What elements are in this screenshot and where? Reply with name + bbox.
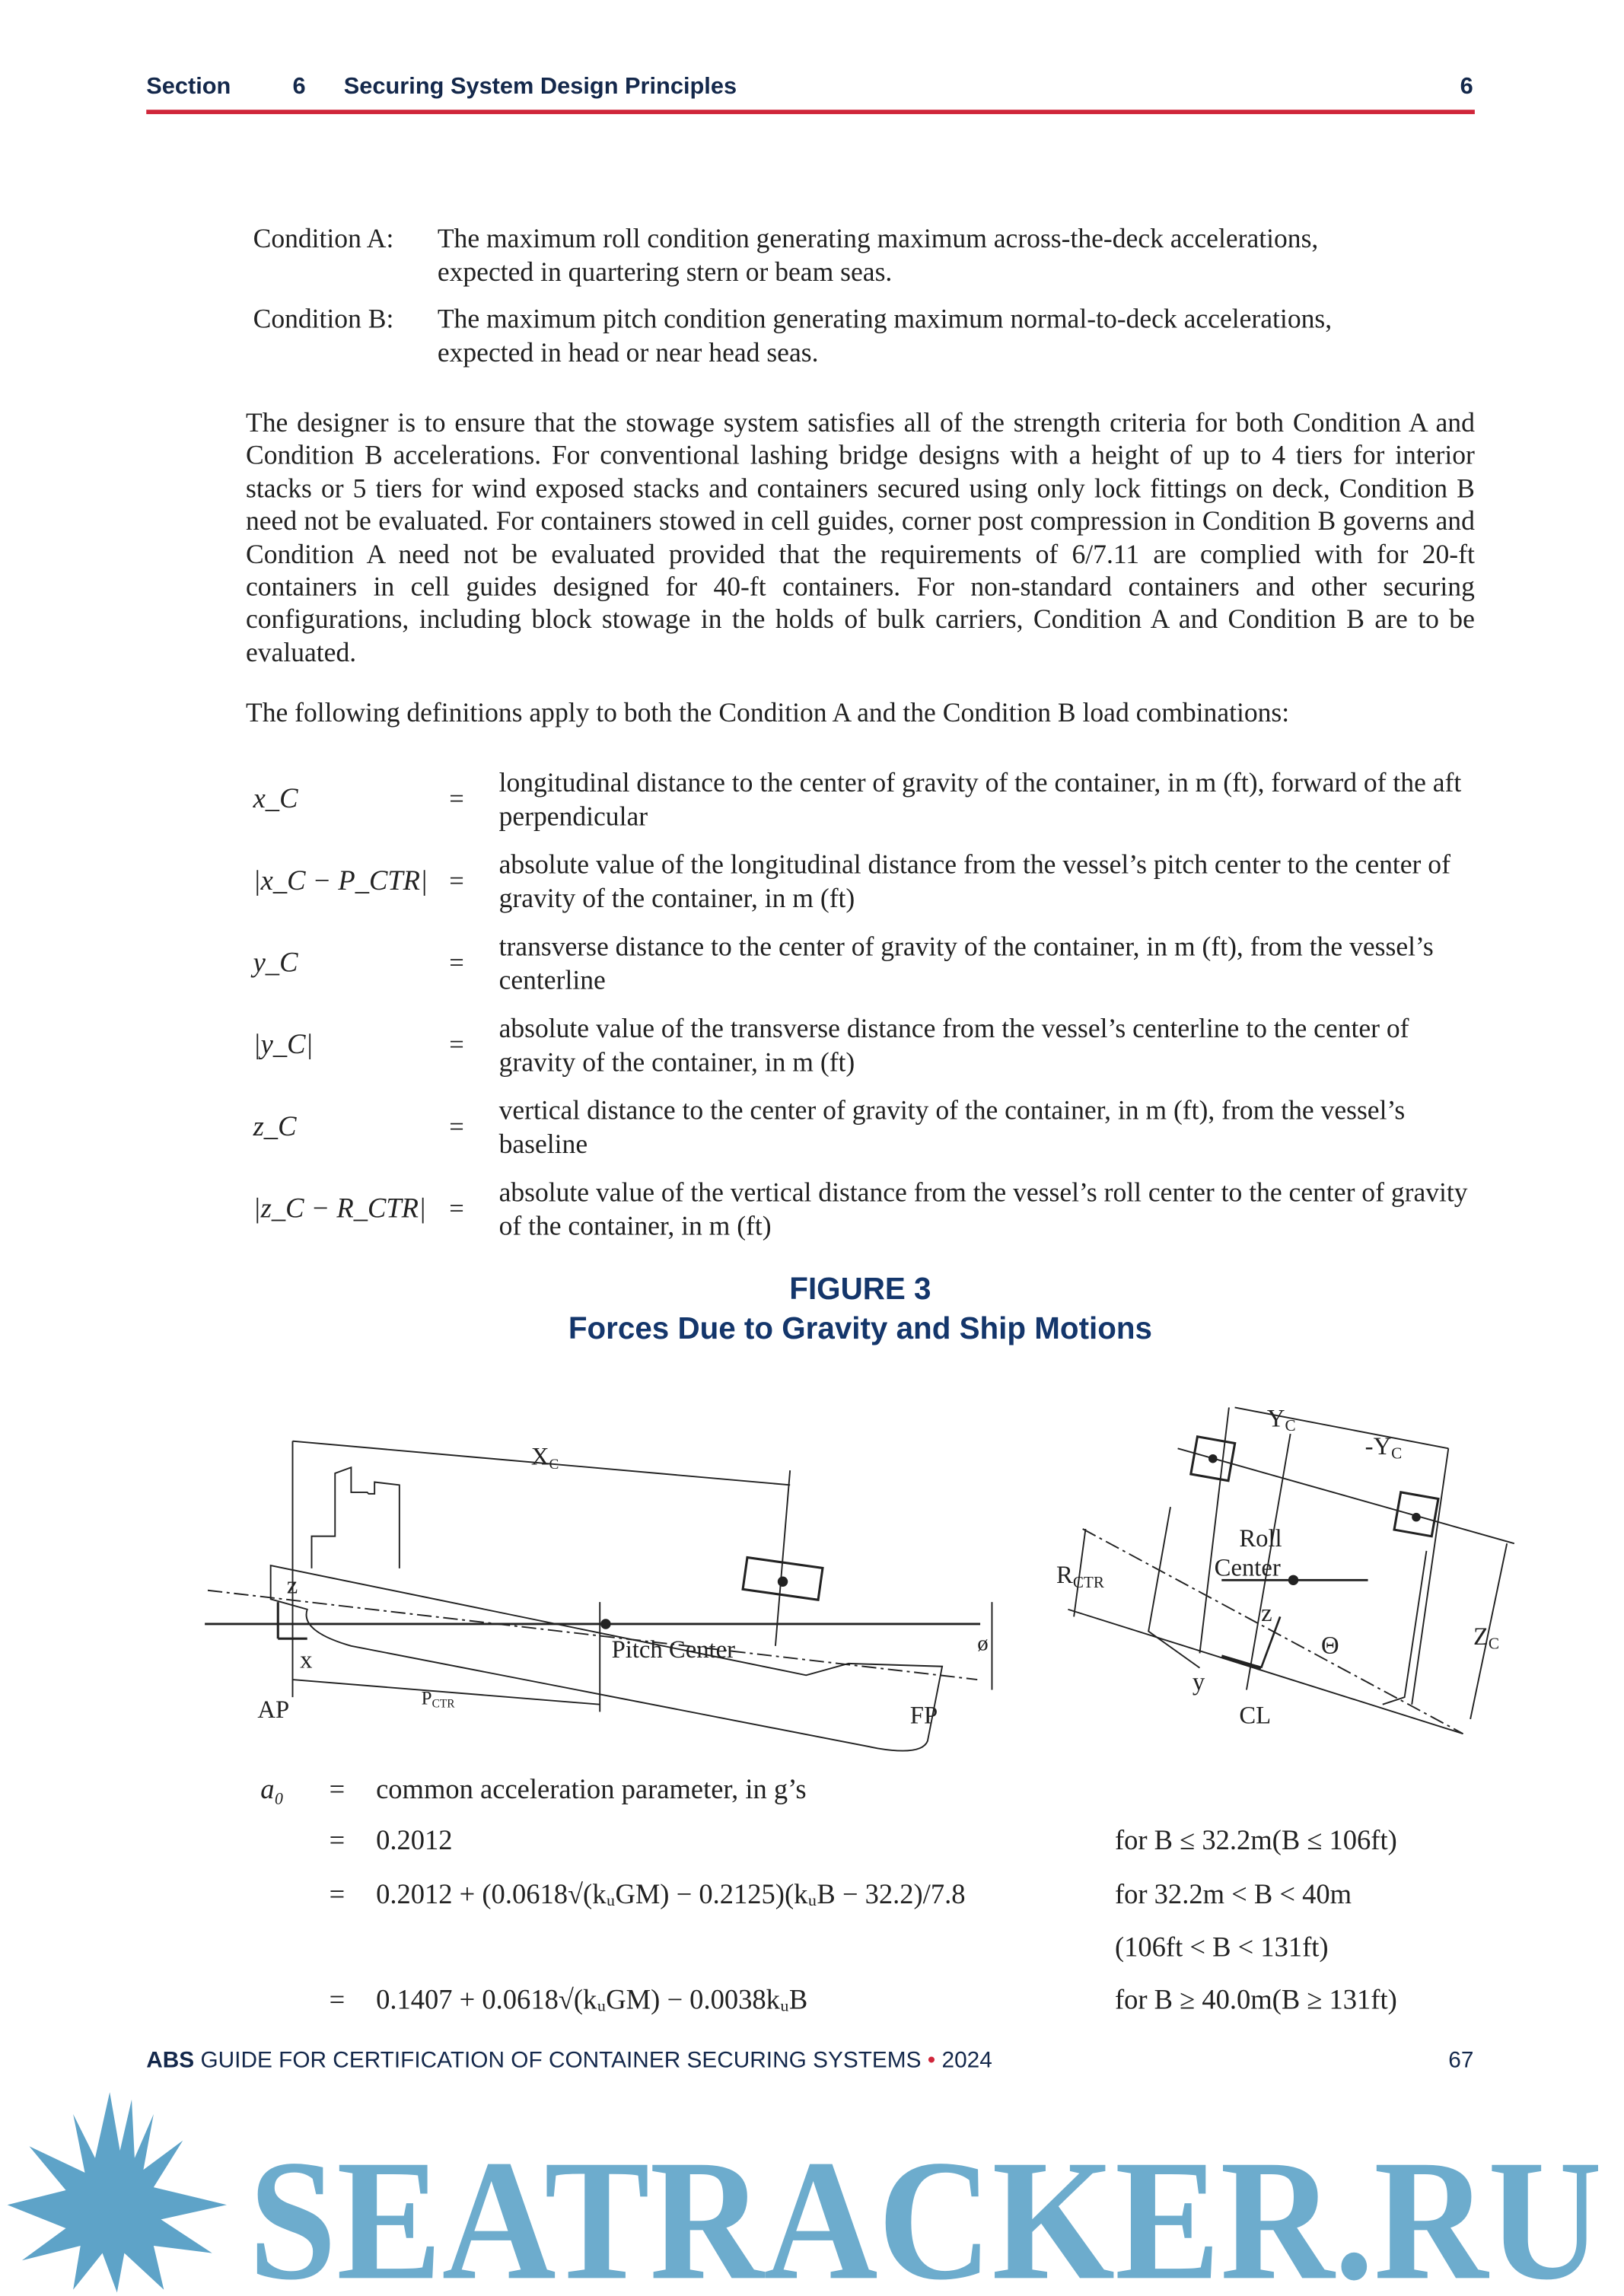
formula-condition: for B ≤ 32.2m(B ≤ 106ft) [1114,1826,1397,1857]
definition-symbol: |x_C − P_CTR| [253,866,428,897]
condition-b-label: Condition B: [253,305,394,336]
definition-text: longitudinal distance to the center of gravity of the container, in m (ft), forward of the aft perpendicular [498,769,1462,832]
condition-b-line1: The maximum pitch condition generating maximum normal-to-deck accelerations, [437,305,1333,336]
paragraph-definitions-intro: The following definitions apply to both the Condition A and the Condition B load combinations: [245,699,1290,729]
label-yc: YC [1266,1405,1296,1435]
formula-expression: 0.2012 + (0.0618√(kᵤGM) − 0.2125)(kᵤB − 32.2)/7.8 [376,1880,966,1911]
header-section-label: Section [146,75,231,100]
label-zc: ZC [1473,1622,1500,1653]
footer-bullet: • [927,2048,936,2074]
definition-equals: = [449,866,464,896]
footer-guide-title: GUIDE FOR CERTIFICATION OF CONTAINER SECURING SYSTEMS [200,2048,922,2074]
footer-brand: ABS [146,2048,195,2074]
watermark-text: SEATRACKER.RU [248,2125,1603,2296]
definition-symbol: x_C [253,784,298,815]
label-xc: XC [530,1443,559,1473]
formula-definition: common acceleration parameter, in g’s [376,1774,807,1806]
formula-equals: = [329,1985,345,2017]
condition-a-label: Condition A: [253,225,394,255]
definition-symbol: |z_C − R_CTR| [253,1193,427,1225]
condition-a-line2: expected in quartering stern or beam seas. [437,258,893,288]
label-theta: Θ [1321,1632,1339,1660]
figure-title: Forces Due to Gravity and Ship Motions [568,1312,1153,1346]
sun-icon [8,2092,227,2292]
definition-equals: = [449,1193,464,1224]
paragraph-strength-criteria: The designer is to ensure that the stowage system satisfies all of the strength criteria for both Condition A and Condition B accelerations. For conventional lashing bridge designs with a height of up to 4 tiers for interior stacks or 5 tiers for wind exposed stacks and containers secured using only lock fittings on deck, Condition B need not be evaluated. For containers stowed in cell guides, corner post compression in Condition B governs and Condition A need not be evaluated provided that the requirements of 6/7.11 are complied with for 20-ft containers in cell guides designed for 40-ft containers. For non-standard containers and other securing configurations, including block stowage in the holds of bulk carriers, Condition A and Condition B are to be evaluated. [245,409,1475,669]
label-center: Center [1214,1554,1281,1582]
footer-page-number: 67 [1448,2048,1474,2074]
label-x: x [300,1646,313,1674]
label-fp: FP [909,1702,938,1730]
condition-b-line2: expected in head or near head seas. [437,339,819,368]
label-z-section: z [1261,1600,1272,1628]
ship-side-view [205,1441,992,1751]
definition-text: transverse distance to the center of gravity of the container, in m (ft), from the vessel’s centerline [498,933,1434,996]
formula-equals: = [329,1826,345,1857]
label-centerline: CL [1239,1702,1272,1730]
formula-symbol: a₀ [260,1774,285,1806]
definition-text: absolute value of the transverse distance from the vessel’s centerline to the center of gravity of the container, in m (ft) [498,1015,1409,1078]
formula-equals: = [329,1880,345,1911]
formula-condition: (106ft < B < 131ft) [1114,1932,1329,1963]
label-pctr: PCTR [421,1688,455,1711]
watermark-logo [0,2085,1624,2296]
formula-condition: for B ≥ 40.0m(B ≥ 131ft) [1114,1985,1397,2017]
definition-text: vertical distance to the center of gravity of the container, in m (ft), from the vessel’s baseline [498,1097,1406,1160]
label-neg-yc: -YC [1364,1432,1403,1463]
definition-symbol: |y_C| [253,1030,314,1061]
formula-expression: 0.2012 [376,1826,453,1857]
definition-text: absolute value of the vertical distance from the vessel’s roll center to the center of gravity of the container, in m (ft) [498,1179,1468,1242]
definition-equals: = [449,1030,464,1059]
label-y: y [1192,1668,1205,1696]
definition-equals: = [449,947,464,978]
header-section-number: 6 [292,75,306,100]
definition-equals: = [449,784,464,814]
condition-a-line1: The maximum roll condition generating maximum across-the-deck accelerations, [437,225,1319,255]
definition-symbol: z_C [253,1112,297,1143]
formula-expression: 0.1407 + 0.0618√(kᵤGM) − 0.0038kᵤB [376,1985,808,2017]
definition-symbol: y_C [253,947,298,979]
label-roll: Roll [1239,1525,1282,1553]
footer-year: 2024 [941,2048,992,2074]
header-page-section: 6 [1460,75,1473,100]
figure-number: FIGURE 3 [789,1272,931,1307]
header-section-title: Securing System Design Principles [343,75,737,100]
ship-section-view [1068,1407,1514,1734]
label-ap: AP [257,1696,290,1724]
label-phi: ø [977,1631,989,1656]
label-pitch-center: Pitch Center [611,1636,736,1664]
label-rctr: RCTR [1056,1562,1104,1591]
formula-condition: for 32.2m < B < 40m [1114,1880,1352,1911]
formula-equals: = [329,1774,345,1806]
definition-text: absolute value of the longitudinal distance from the vessel’s pitch center to the center of gravity of the container, in m (ft) [498,851,1450,914]
footer-title [146,2049,992,2075]
label-z: z [286,1572,298,1600]
definition-equals: = [449,1112,464,1142]
